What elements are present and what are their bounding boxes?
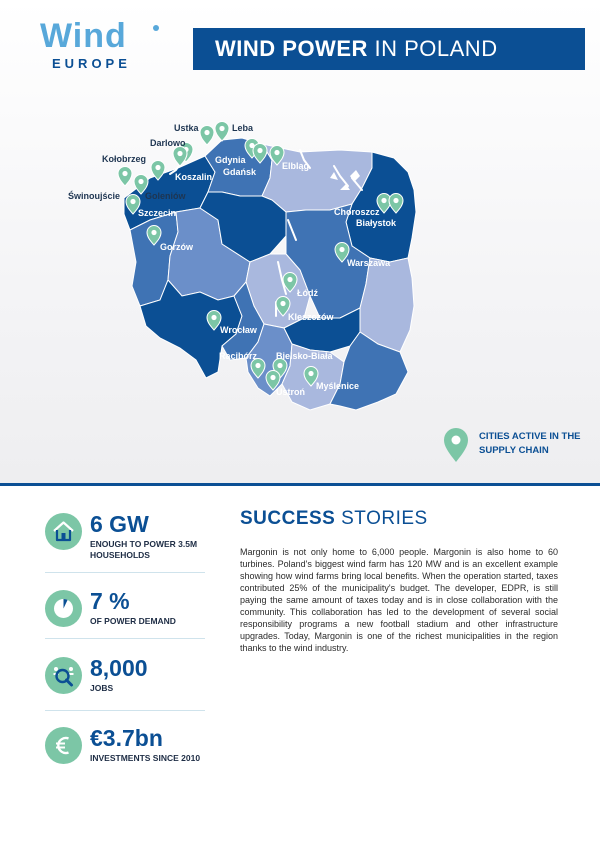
city-label-ustka: Ustka xyxy=(174,123,199,133)
stat-value: 8,000 xyxy=(90,655,148,681)
stat-value: 6 GW xyxy=(90,511,149,537)
pin-leba[interactable] xyxy=(215,122,229,142)
city-label-choroszcz: Choroszcz xyxy=(334,207,380,217)
stat-separator xyxy=(45,638,205,639)
euro-icon xyxy=(45,727,82,764)
city-label-warszawa: Warszawa xyxy=(347,258,391,268)
city-label-ustron: Ustroń xyxy=(276,387,305,397)
city-label-darlowo: Darlowo xyxy=(150,138,186,148)
map-pin-icon xyxy=(442,427,470,463)
city-label-koszalin: Koszalin xyxy=(175,172,213,182)
logo-wind-text: Wind xyxy=(40,17,127,55)
city-label-myslenice: Myślenice xyxy=(316,381,360,391)
house-icon xyxy=(45,513,82,550)
city-label-gdynia: Gdynia xyxy=(215,155,246,165)
city-label-wroclaw: Wrocław xyxy=(220,325,257,335)
city-label-bialystok: Białystok xyxy=(356,218,397,228)
city-label-goleniow: Goleniów xyxy=(145,191,186,201)
pie-chart-icon xyxy=(45,590,82,627)
city-label-raciborz: Racibórz xyxy=(219,351,258,361)
city-label-kleszczow: Kleszczów xyxy=(288,312,334,322)
stat-separator xyxy=(45,572,205,573)
stat-separator xyxy=(45,710,205,711)
stat-value: €3.7bn xyxy=(90,725,163,751)
pin-swinoujscie[interactable] xyxy=(118,167,132,187)
city-label-elblag: Elbląg xyxy=(282,161,310,171)
page-title xyxy=(215,37,498,61)
city-label-szczecin: Szczecin xyxy=(138,208,177,218)
city-label-gorzow: Gorzów xyxy=(160,242,193,252)
stat-label: ENOUGH TO POWER 3.5M HOUSEHOLDS xyxy=(90,539,198,560)
city-label-swinoujscie: Świnoujście xyxy=(68,191,121,201)
section-divider xyxy=(0,483,600,486)
city-label-bielsko: Bielsko-Biała xyxy=(276,351,333,361)
stat-value: 7 % xyxy=(90,588,130,614)
page-title-bar xyxy=(193,28,585,70)
city-label-gdansk: Gdańsk xyxy=(223,167,257,177)
page-title-rest: IN POLAND xyxy=(367,36,498,61)
stat-label: OF POWER DEMAND xyxy=(90,616,176,626)
windeurope-logo[interactable] xyxy=(40,18,160,74)
success-stories-body: Margonin is not only home to 6,000 people. Margonin is also home to 60 turbines. Poland's biggest wind farm has 120 MW and is an excellent example showing how wind farms bring local benefits. When the operation started, taxes contributed 25% of the municipality's budget. The developer, EDPR, is still paying the same amount of taxes today and is in close collaboration with the community. This collaboration has led to the development of several social responsibility programs a new football stadium and other infrastructure upgrades. Today, Margonin is one of the richest municipalities in the region thanks to the wind industry. xyxy=(240,547,558,653)
story-title-rest: STORIES xyxy=(335,508,428,529)
city-label-kolobrzeg: Kołobrzeg xyxy=(102,154,146,164)
story-title-bold: SUCCESS xyxy=(240,508,336,529)
poland-map xyxy=(0,100,600,430)
city-label-lodz: Łódź xyxy=(297,288,318,298)
stat-label: INVESTMENTS SINCE 2010 xyxy=(90,753,201,763)
logo-dot xyxy=(153,25,159,31)
city-label-leba: Leba xyxy=(232,123,254,133)
pin-darlowo-2[interactable] xyxy=(173,147,187,167)
map-legend-label: CITIES ACTIVE IN THE SUPPLY CHAIN xyxy=(479,431,581,456)
people-search-icon xyxy=(45,657,82,694)
logo-europe-text: EUROPE xyxy=(52,56,131,71)
success-stories-title xyxy=(240,508,428,530)
page-title-bold: WIND POWER xyxy=(215,36,368,61)
stat-label: JOBS xyxy=(90,683,114,693)
pin-ustka[interactable] xyxy=(200,126,214,146)
